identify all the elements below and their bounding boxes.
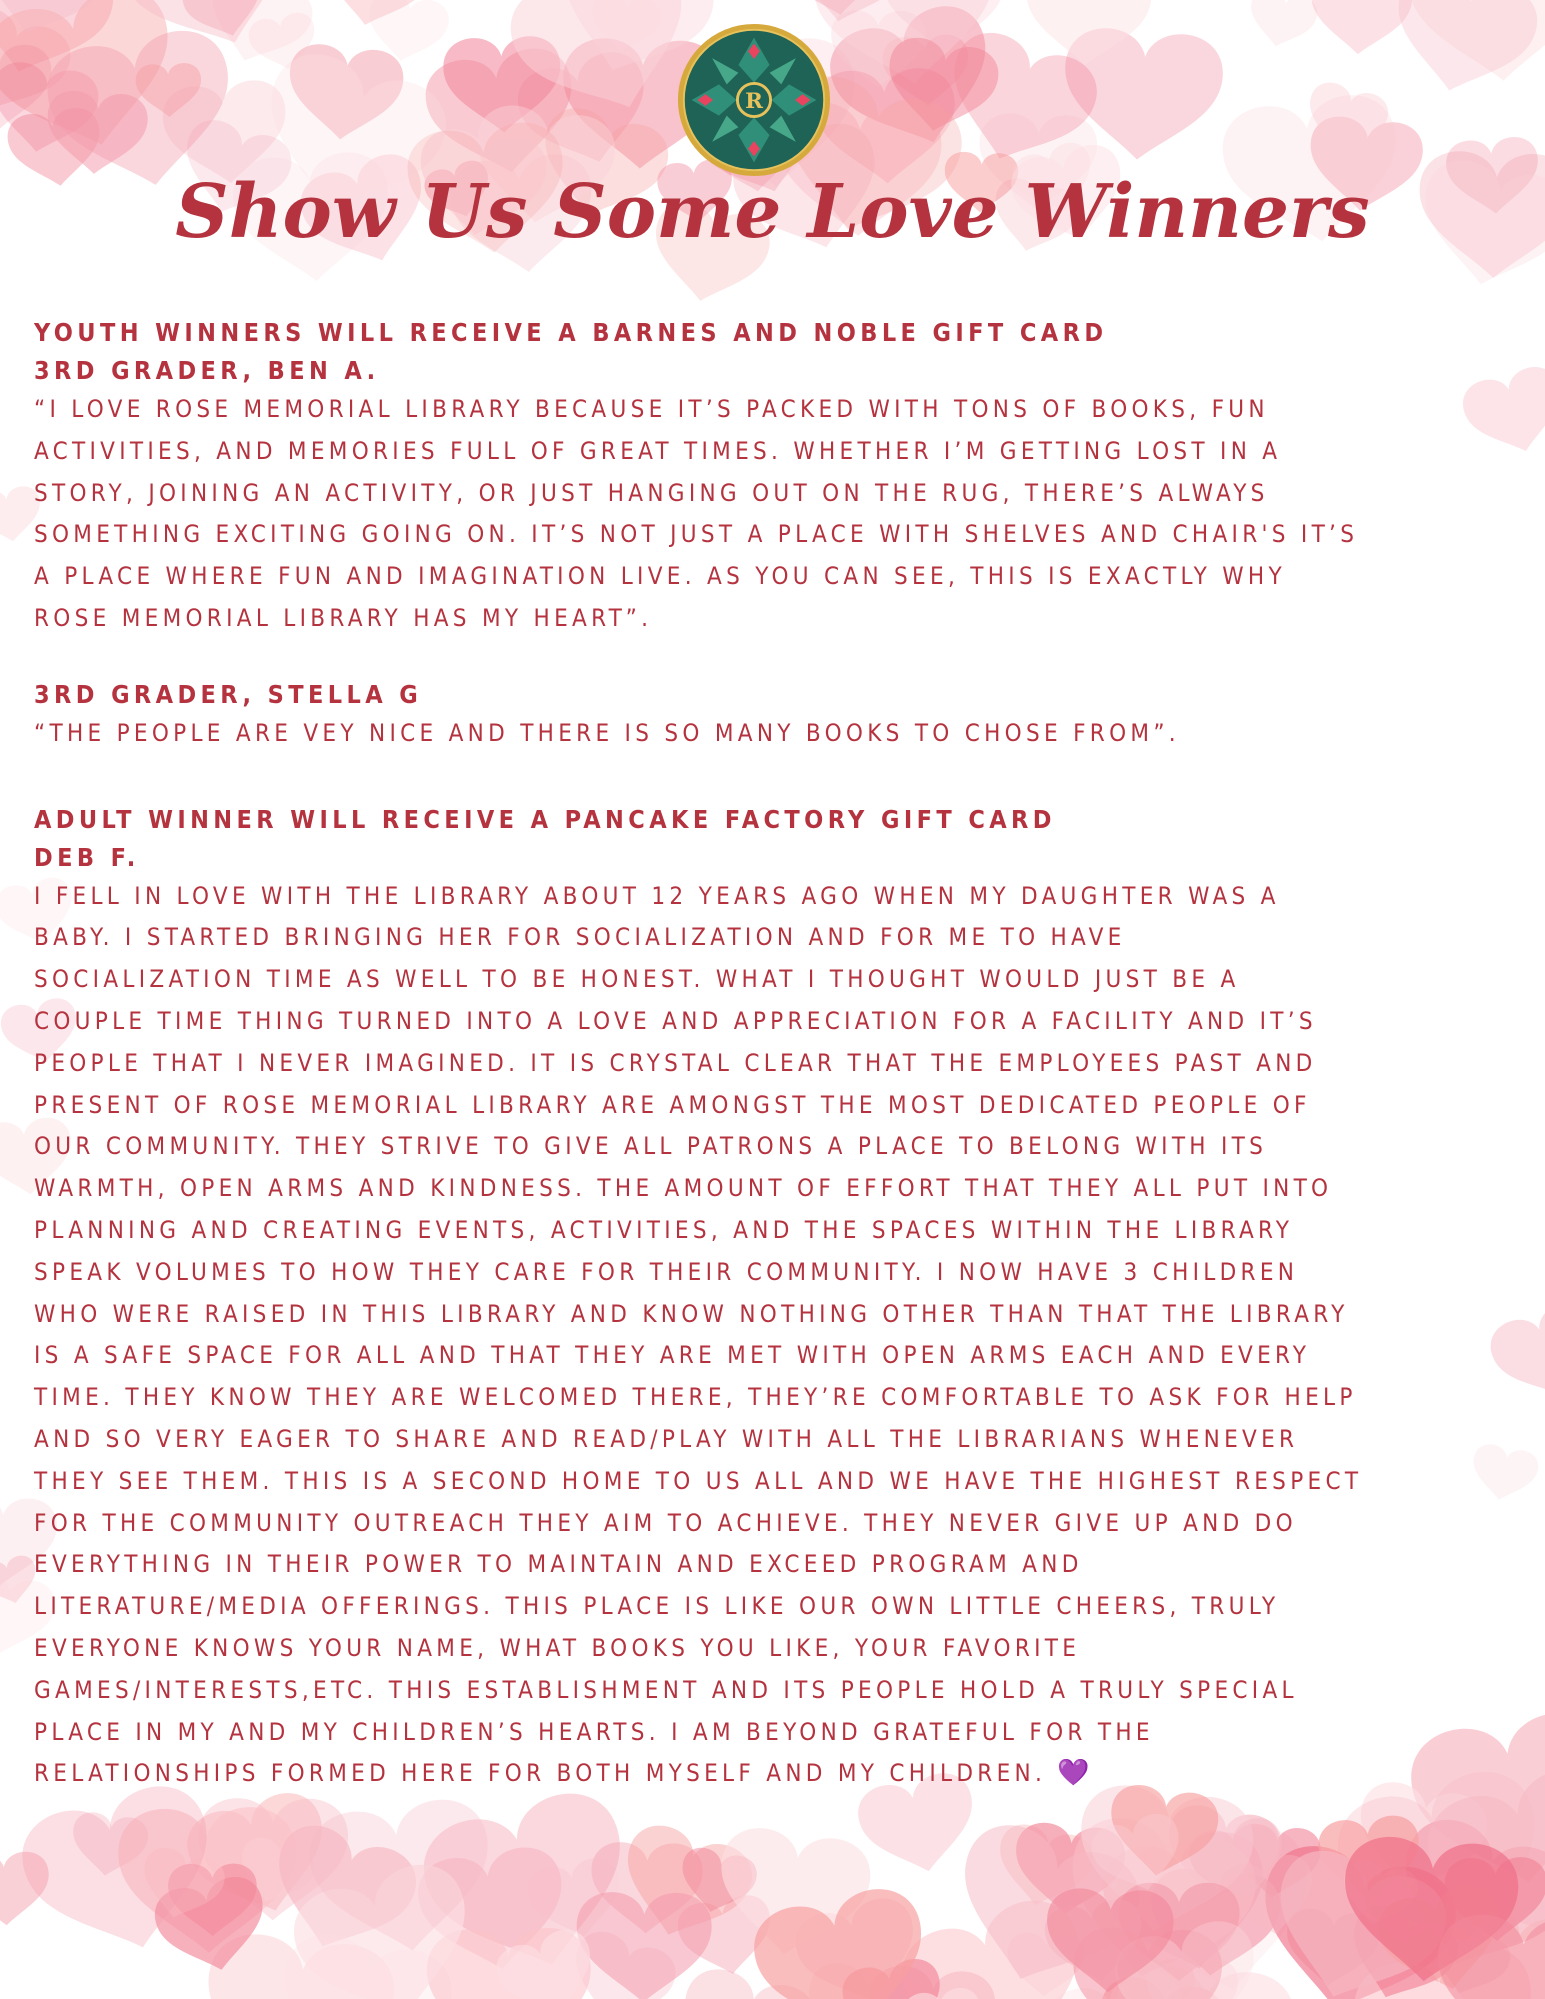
quote-line: SPEAK VOLUMES TO HOW THEY CARE FOR THEIR COMMUNITY. I NOW HAVE 3 CHILDREN [34, 1257, 1299, 1286]
quote-line-text: RELATIONSHIPS FORMED HERE FOR BOTH MYSELF AND MY CHILDREN. [34, 1759, 1047, 1788]
quote-line: WARMTH, OPEN ARMS AND KINDNESS. THE AMOUNT OF EFFORT THAT THEY ALL PUT INTO [34, 1174, 1333, 1203]
quote-line: PEOPLE THAT I NEVER IMAGINED. IT IS CRYSTAL CLEAR THAT THE EMPLOYEES PAST AND [34, 1048, 1317, 1077]
quote-line: COUPLE TIME THING TURNED INTO A LOVE AND APPRECIATION FOR A FACILITY AND IT’S [34, 1006, 1317, 1035]
rose-library-emblem-icon [676, 22, 832, 178]
youth-winner-2-quote [34, 713, 1524, 755]
adult-winner-name: DEB F. [34, 842, 140, 872]
quote-line: BABY. I STARTED BRINGING HER FOR SOCIALIZATION AND FOR ME TO HAVE [34, 923, 1126, 952]
quote-line: FOR THE COMMUNITY OUTREACH THEY AIM TO ACHIEVE. THEY NEVER GIVE UP AND DO [34, 1508, 1297, 1537]
svg-text:R: R [745, 88, 763, 114]
quote-line: “THE PEOPLE ARE VEY NICE AND THERE IS SO MANY BOOKS TO CHOSE FROM”. [34, 718, 1180, 747]
winners-content [34, 314, 1524, 1795]
quote-line: A PLACE WHERE FUN AND IMAGINATION LIVE. AS YOU CAN SEE, THIS IS EXACTLY WHY [34, 562, 1286, 591]
quote-line: PLACE IN MY AND MY CHILDREN’S HEARTS. I AM BEYOND GRATEFUL FOR THE [34, 1717, 1154, 1746]
adult-prize-heading: ADULT WINNER WILL RECEIVE A PANCAKE FACTORY GIFT CARD [34, 804, 1056, 834]
quote-line: OUR COMMUNITY. THEY STRIVE TO GIVE ALL PATRONS A PLACE TO BELONG WITH ITS [34, 1132, 1268, 1161]
quote-line: ROSE MEMORIAL LIBRARY HAS MY HEART”. [34, 603, 653, 632]
adult-winner-quote [34, 876, 1524, 1796]
quote-line: PRESENT OF ROSE MEMORIAL LIBRARY ARE AMONGST THE MOST DEDICATED PEOPLE OF [34, 1090, 1311, 1119]
purple-heart-icon: 💜 [1057, 1758, 1090, 1789]
quote-line: EVERYTHING IN THEIR POWER TO MAINTAIN AND EXCEED PROGRAM AND [34, 1550, 1083, 1579]
quote-line: SOCIALIZATION TIME AS WELL TO BE HONEST. WHAT I THOUGHT WOULD JUST BE A [34, 965, 1240, 994]
quote-line: I FELL IN LOVE WITH THE LIBRARY ABOUT 12 YEARS AGO WHEN MY DAUGHTER WAS A [34, 881, 1280, 910]
youth-winner-1-name: 3RD GRADER, BEN A. [34, 356, 380, 385]
youth-prize-heading: YOUTH WINNERS WILL RECEIVE A BARNES AND NOBLE GIFT CARD [34, 318, 1108, 347]
quote-line: AND SO VERY EAGER TO SHARE AND READ/PLAY WITH ALL THE LIBRARIANS WHENEVER [34, 1424, 1299, 1453]
quote-line: “I LOVE ROSE MEMORIAL LIBRARY BECAUSE IT’S PACKED WITH TONS OF BOOKS, FUN [34, 395, 1269, 423]
quote-line: SOMETHING EXCITING GOING ON. IT’S NOT JUST A PLACE WITH SHELVES AND CHAIR'S IT’S [34, 520, 1359, 549]
quote-line: WHO WERE RAISED IN THIS LIBRARY AND KNOW NOTHING OTHER THAN THAT THE LIBRARY [34, 1299, 1349, 1328]
quote-line: PLANNING AND CREATING EVENTS, ACTIVITIES, AND THE SPACES WITHIN THE LIBRARY [34, 1215, 1294, 1244]
quote-line: TIME. THEY KNOW THEY ARE WELCOMED THERE, THEY’RE COMFORTABLE TO ASK FOR HELP [34, 1383, 1357, 1412]
youth-winner-2-name: 3RD GRADER, STELLA G [34, 679, 423, 709]
youth-winner-1-quote [34, 389, 1524, 640]
quote-line: THEY SEE THEM. THIS IS A SECOND HOME TO US ALL AND WE HAVE THE HIGHEST RESPECT [34, 1466, 1363, 1495]
quote-line: STORY, JOINING AN ACTIVITY, OR JUST HANGING OUT ON THE RUG, THERE’S ALWAYS [34, 478, 1269, 507]
quote-line: GAMES/INTERESTS,ETC. THIS ESTABLISHMENT AND ITS PEOPLE HOLD A TRULY SPECIAL [34, 1675, 1298, 1704]
quote-line: EVERYONE KNOWS YOUR NAME, WHAT BOOKS YOU LIKE, YOUR FAVORITE [34, 1633, 1081, 1662]
page-title: Show Us Some Love Winners [175, 169, 1370, 255]
quote-line: IS A SAFE SPACE FOR ALL AND THAT THEY ARE MET WITH OPEN ARMS EACH AND EVERY [34, 1341, 1311, 1370]
quote-line: LITERATURE/MEDIA OFFERINGS. THIS PLACE IS LIKE OUR OWN LITTLE CHEERS, TRULY [34, 1592, 1280, 1621]
quote-line: ACTIVITIES, AND MEMORIES FULL OF GREAT TIMES. WHETHER I’M GETTING LOST IN A [34, 436, 1282, 465]
quote-line-last [34, 1753, 1524, 1795]
